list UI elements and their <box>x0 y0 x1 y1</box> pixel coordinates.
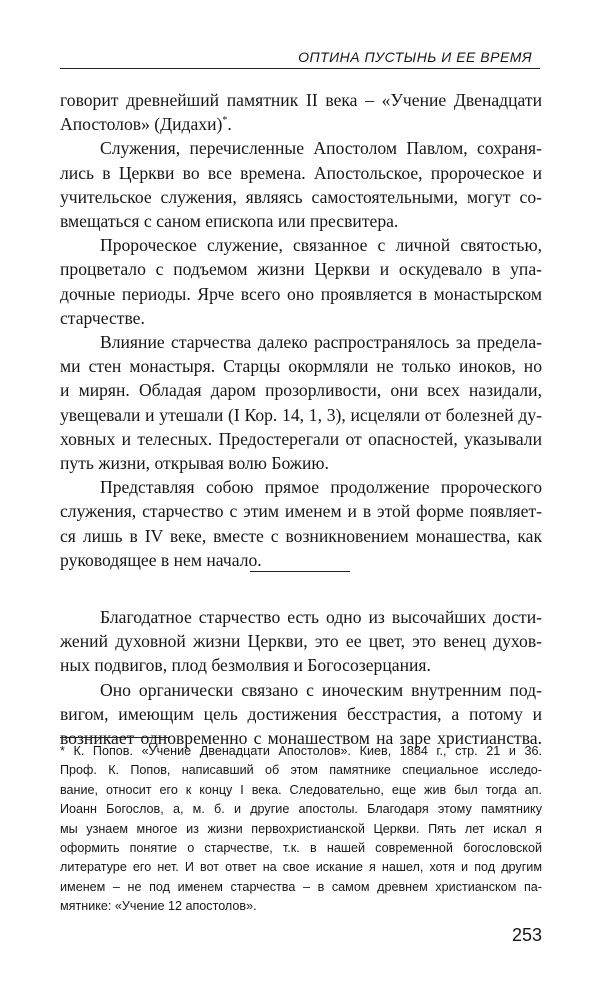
section-separator <box>250 571 350 572</box>
text-line: ных подвигов, плод безмолвия и Богосозерцания. <box>60 655 431 676</box>
footnote-line: вание, относит его к концу I века. Следовательно, еще жив был тогда ап. <box>60 782 542 797</box>
footnote-marker-period: . <box>227 114 232 135</box>
text-line: Пророческое служение, связанное с личной святостью, <box>100 235 542 256</box>
text-line: говорит древнейший памятник II века – «Учение Двенадцати <box>60 90 542 110</box>
footnote-line: мы узнаем многое из жизни первохристианской Церкви. Пять лет искал я <box>60 821 542 836</box>
text-line: возникает одновременно с монашеством на заре христианства. <box>60 728 542 749</box>
text-line: увещевали и утешали (I Кор. 14, 1, 3), исцеляли от болезней ду- <box>60 404 542 425</box>
text-line: ся лишь в IV веке, вместе с возникновением монашества, как <box>60 525 542 546</box>
text-line: дочные периоды. Ярче всего оно проявляется в монастырском <box>60 283 542 304</box>
text-line: ми стен монастыря. Старцы окормляли не только иноков, но <box>60 356 542 377</box>
text-line: ховных и телесных. Предостерегали от опасностей, указывали <box>60 428 542 449</box>
main-text-block-1 <box>60 88 542 572</box>
footnote-line: именем – не под именем старчества – в самом древнем христианском па- <box>60 879 542 894</box>
text-line: и мирян. Обладая даром прозорливости, они всех назидали, <box>60 380 542 401</box>
footnote-line: оформить понятие о старчестве, т.к. в нашей современной богословской <box>60 841 542 856</box>
footnote-line: мятнике: «Учение 12 апостолов». <box>60 899 257 914</box>
footnote-line: Проф. К. Попов, написавший об этом памятнике специальное исследо- <box>60 763 542 778</box>
text-line: Благодатное старчество есть одно из высочайших дости- <box>100 607 542 627</box>
footnote-marker: * <box>222 115 228 127</box>
footnote-rule <box>60 737 170 738</box>
text-line: Представляя собою прямое продолжение пророческого <box>100 477 542 498</box>
page-number: 253 <box>511 925 542 945</box>
text-line: служения, старчество с этим именем и в этой форме появляет- <box>60 501 542 522</box>
text-line: процветало с подъемом жизни Церкви и оскудевало в упа- <box>60 259 542 280</box>
footnote-line: * К. Попов. «Учение Двенадцати Апостолов». Киев, 1884 г., стр. 21 и 36. <box>60 744 542 758</box>
text-line <box>60 112 542 136</box>
text-line: лись в Церкви во все времена. Апостольское, пророческое и <box>60 162 542 183</box>
text-line: путь жизни, открывая волю Божию. <box>60 453 329 474</box>
text-line-content: Апостолов» (Дидахи) <box>60 114 223 135</box>
text-line: вигом, имеющим цель достижения бесстрастия, а потому и <box>60 703 542 724</box>
text-line: руководящее в нем начало. <box>60 549 262 570</box>
footnote <box>60 742 542 917</box>
text-line: жений духовной жизни Церкви, это ее цвет, это венец духов- <box>60 631 542 652</box>
running-title: ОПТИНА ПУСТЫНЬ И ЕЕ ВРЕМЯ <box>298 49 532 65</box>
text-line: Оно органически связано с иноческим внутренним под- <box>100 679 542 700</box>
footnote-line: литературе его нет. И вот ответ на свое искание я нашел, хотя и под другим <box>60 860 542 875</box>
main-text-block-2 <box>60 605 542 750</box>
footnote-line: Иоанн Богослов, а, м. б. и другие апостолы. Благодаря этому памятнику <box>60 802 542 817</box>
text-line: учительское служения, являясь самостоятельными, могут со- <box>60 186 542 207</box>
text-line: Служения, перечисленные Апостолом Павлом, сохраня- <box>100 138 542 159</box>
text-line: вмещаться с саном епископа или пресвитера. <box>60 211 399 232</box>
text-line: старчестве. <box>60 307 145 328</box>
running-header <box>60 47 540 69</box>
text-line: Влияние старчества далеко распространялось за предела- <box>100 332 542 353</box>
